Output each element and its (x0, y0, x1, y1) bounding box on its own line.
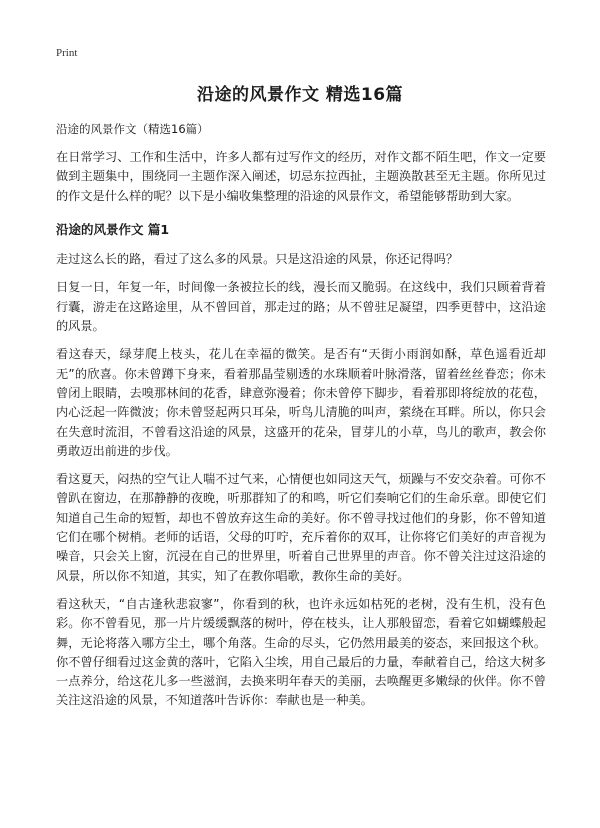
intro-paragraph: 在日常学习、工作和生活中，许多人都有过写作文的经历，对作文都不陌生吧，作文一定要做到主题集中，围绕同一主题作深入阐述，切忌东拉西扯，主题涣散甚至无主题。你所见过的作文是什么样的呢？以下是小编收集整理的沿途的风景作文，希望能够帮助到大家。 (56, 150, 546, 203)
print-link[interactable]: Print (56, 47, 78, 59)
paragraph-4: 看这夏天，闷热的空气让人喘不过气来，心情便也如同这天气，烦躁与不安交杂着。可你不曾趴在窗边，在那静静的夜晚，听那群知了的和鸣，听它们奏响它们的生命乐章。即使它们知道自己生命的短暂，却也不曾放弃这生命的美好。你不曾寻找过他们的身影，你不曾知道它们在哪个树梢。老师的话语，父母的叮咛，充斥着你的双耳，让你将它们美好的声音视为噪音，只会关上窗，沉浸在自己的世界里，听着自己世界里的声音。你不曾关注过这沿途的风景，所以你不知道，其实，知了在教你唱歌，教你生命的美好。 (56, 472, 546, 583)
section-heading: 沿途的风景作文 篇1 (56, 221, 170, 237)
article-body (56, 148, 546, 720)
paragraph-2: 日复一日，年复一年，时间像一条被拉长的线，漫长而又脆弱。在这线中，我们只顾着背着行囊，游走在这路途里，从不曾回首，那走过的路；从不曾驻足凝望，四季更替中，这沿途的风景。 (56, 280, 546, 334)
document-subtitle: 沿途的风景作文（精选16篇） (56, 122, 209, 136)
paragraph-1: 走过这么长的路，看过了这么多的风景。只是这沿途的风景，你还记得吗？ (56, 252, 459, 267)
paragraph-3: 看这春天，绿芽爬上枝头，花儿在幸福的微笑。是否有“天街小雨润如酥，草色遥看近却无”的欣喜。你未曾蹲下身来，看着那晶莹剔透的水珠顺着叶脉滑落，留着丝丝眷恋；你未曾闭上眼睛，去嗅那林间的花香，肆意弥漫着；你未曾停下脚步，看着那即将绽放的花苞，内心泛起一阵微波；你未曾竖起两只耳朵，听鸟儿清脆的叫声，萦绕在耳畔。所以，你只会在失意时流泪，不曾看这沿途的风景，这盛开的花朵，冒芽儿的小草，鸟儿的歌声，教会你勇敢迈出前进的步伐。 (56, 347, 546, 458)
paragraph-5: 看这秋天，“自古逢秋悲寂寥”，你看到的秋，也许永远如枯死的老树，没有生机，没有色彩。你不曾看见，那一片片缓缓飘落的树叶，停在枝头，让人那般留恋，看着它如蝴蝶般起舞，无论将落入哪方尘土，哪个角落。生命的尽头，它仍然用最美的姿态，来回报这个秋。你不曾仔细看过这金黄的落叶，它陷入尘埃，用自己最后的力量，奉献着自己，给这大树多一点养分，给这花儿多一些滋润，去换来明年春天的美丽，去唤醒更多嫩绿的伙伴。你不曾关注这沿途的风景，不知道落叶告诉你：奉献也是一种美。 (56, 596, 546, 708)
page-title: 沿途的风景作文 精选16篇 (196, 85, 404, 105)
